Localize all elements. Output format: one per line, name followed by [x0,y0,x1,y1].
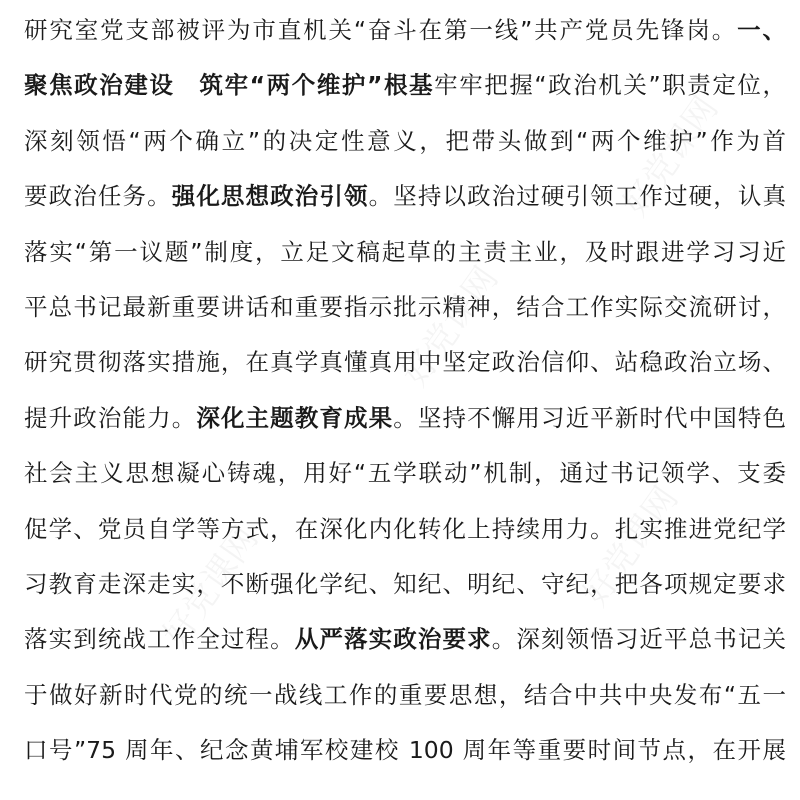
bold-heading-text: 强化思想政治引领 [171,182,369,211]
body-text: 研究室党支部被评为市直机关“奋斗在第一线”共产党员先锋岗。 [24,16,738,44]
text-line [24,453,786,508]
text-line [24,675,786,730]
body-text: 落实到统战工作全过程。 [24,625,295,654]
text-line [24,10,786,65]
bold-heading-text: 从严落实政治要求 [294,625,492,654]
text-line [24,342,786,397]
body-text: 社会主义思想凝心铸魂，用好“五学联动”机制，通过书记领学、支委 [24,459,786,488]
body-text: 要政治任务。 [24,182,172,211]
bold-heading-text: 一、 [737,16,786,44]
body-text: 研究贯彻落实措施，在真学真懂真用中坚定政治信仰、站稳政治立场、 [24,348,786,377]
text-line [24,232,786,287]
bold-heading-text: 聚焦政治建设 筑牢“两个维护”根基 [24,71,435,100]
text-line [24,176,786,231]
text-line [24,730,786,785]
body-text: 。坚持以政治过硬引领工作过硬，认真 [368,182,787,211]
text-line [24,287,786,342]
body-text: 落实“第一议题”制度，立足文稿起草的主责主业，及时跟进学习习近 [24,237,786,266]
bold-heading-text: 深化主题教育成果 [196,403,394,432]
body-text: 深刻领悟“两个确立”的决定性意义，把带头做到“两个维护”作为首 [24,126,786,155]
text-line [24,509,786,564]
body-text: 于做好新时代党的统一战线工作的重要思想，结合中共中央发布“五一 [24,680,786,709]
text-line [24,65,786,120]
body-text: 牢牢把握“政治机关”职责定位， [434,71,786,100]
body-text: 提升政治能力。 [24,403,197,432]
body-text: 促学、党员自学等方式，在深化内化转化上持续用力。扎实推进党纪学 [24,514,786,543]
body-text: 。坚持不懈用习近平新时代中国特色 [393,403,787,432]
text-line [24,619,786,674]
body-text: 。深刻领悟习近平总书记关 [491,625,787,654]
text-line [24,398,786,453]
body-text: 平总书记最新重要讲话和重要指示批示精神，结合工作实际交流研讨， [24,292,786,321]
document-body [24,10,786,785]
text-line [24,564,786,619]
text-line [24,121,786,176]
body-text: 习教育走深走实，不断强化学纪、知纪、明纪、守纪，把各项规定要求 [24,569,786,598]
body-text: 口号”75 周年、纪念黄埔军校建校 100 周年等重要时间节点，在开展 [24,736,786,765]
